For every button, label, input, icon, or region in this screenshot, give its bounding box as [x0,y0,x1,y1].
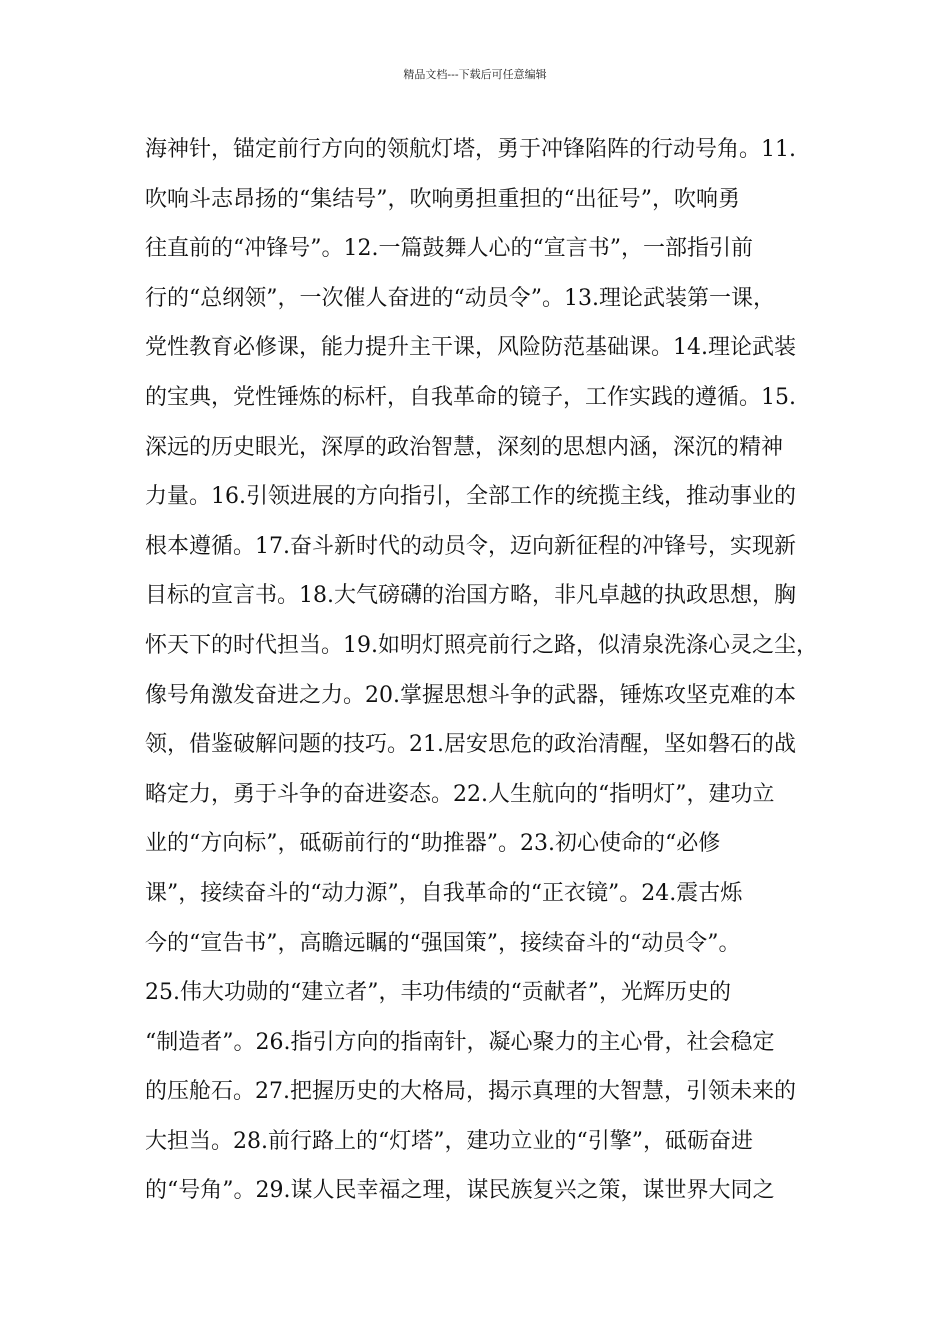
page-header: 精品文档---下载后可任意编辑 [403,68,547,81]
text-line: 略定力，勇于斗争的奋进姿态。22.人生航向的“指明灯”，建功立 [145,781,775,807]
text-line: 根本遵循。17.奋斗新时代的动员令，迈向新征程的冲锋号，实现新 [145,533,796,559]
text-line: 行的“总纲领”，一次催人奋进的“动员令”。13.理论武装第一课， [145,285,775,311]
text-line: 怀天下的时代担当。19.如明灯照亮前行之路，似清泉洗涤心灵之尘， [145,632,818,658]
text-line: “制造者”。26.指引方向的指南针，凝心聚力的主心骨，社会稳定 [145,1029,775,1055]
text-line: 党性教育必修课，能力提升主干课，风险防范基础课。14.理论武装 [145,335,796,361]
text-line: 大担当。28.前行路上的“灯塔”，建功立业的“引擎”，砥砺奋进 [145,1128,753,1154]
text-line: 深远的历史眼光，深厚的政治智慧，深刻的思想内涵，深沉的精神 [145,434,784,460]
text-line: 像号角激发奋进之力。20.掌握思想斗争的武器，锤炼攻坚克难的本 [145,682,796,708]
text-line: 往直前的“冲锋号”。12.一篇鼓舞人心的“宣言书”，一部指引前 [145,236,753,262]
text-line: 目标的宣言书。18.大气磅礴的治国方略，非凡卓越的执政思想，胸 [145,583,796,609]
text-line: 今的“宣告书”，高瞻远瞩的“强国策”，接续奋斗的“动员令”。 [145,930,741,956]
text-line: 的“号角”。29.谋人民幸福之理，谋民族复兴之策，谋世界大同之 [145,1178,775,1204]
text-line: 25.伟大功勋的“建立者”，丰功伟绩的“贡献者”，光辉历史的 [145,980,731,1006]
text-line: 吹响斗志昂扬的“集结号”，吹响勇担重担的“出征号”，吹响勇 [145,186,740,212]
text-line: 的压舱石。27.把握历史的大格局，揭示真理的大智慧，引领未来的 [145,1079,796,1105]
text-line: 课”，接续奋斗的“动力源”，自我革命的“正衣镜”。24.震古烁 [145,880,743,906]
text-line: 业的“方向标”，砥砺前行的“助推器”。23.初心使命的“必修 [145,831,721,857]
text-line: 海神针，锚定前行方向的领航灯塔，勇于冲锋陷阵的行动号角。11. [145,137,796,162]
body-text [145,132,835,1223]
text-line: 力量。16.引领进展的方向指引，全部工作的统揽主线，推动事业的 [145,484,796,510]
text-line: 领，借鉴破解问题的技巧。21.居安思危的政治清醒，坚如磐石的战 [145,732,796,758]
text-line: 的宝典，党性锤炼的标杆，自我革命的镜子，工作实践的遵循。15. [145,384,796,410]
